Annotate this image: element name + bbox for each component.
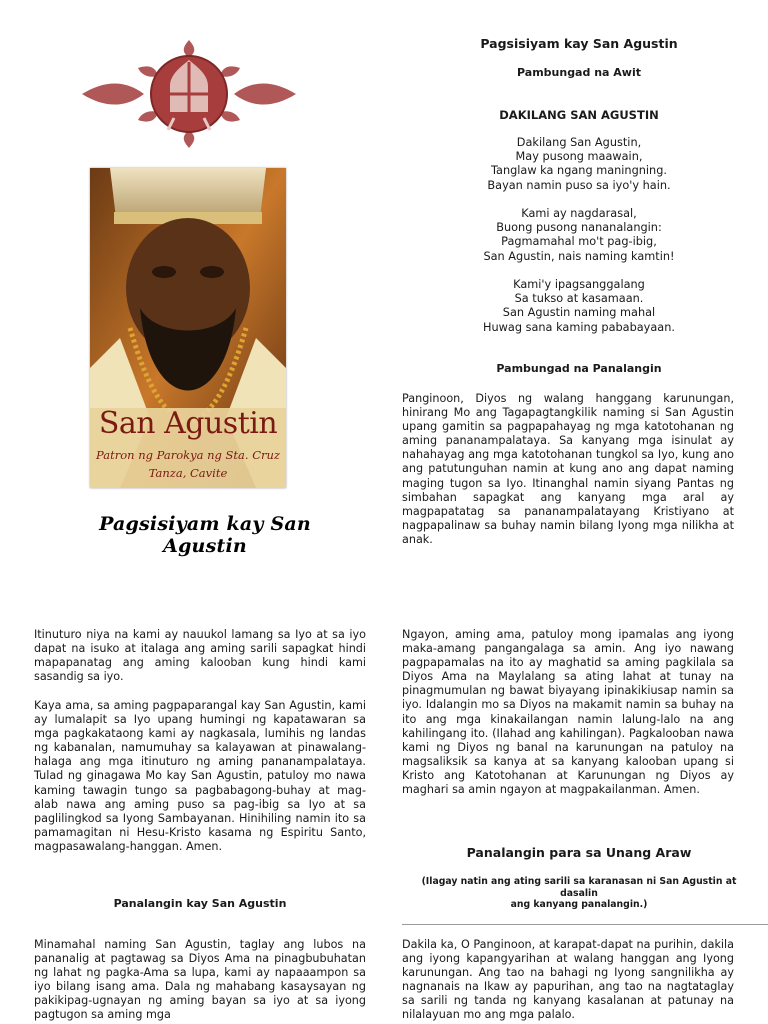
note-line: dasalin [560, 887, 598, 899]
page-title: Pagsisiyam kay San Agustin [480, 36, 678, 51]
verse-line: Sa tukso at kasamaan. [514, 292, 644, 306]
note-line: ang kanyang panalangin.) [510, 899, 648, 910]
verse-line: Kami ay nagdarasal, [521, 207, 637, 220]
instruction-note [402, 876, 756, 911]
section-heading-awit: Pambungad na Awit [517, 66, 641, 79]
verse-line: Dakilang San Agustin, [516, 136, 642, 149]
cover-title: San Agustin [98, 406, 278, 441]
cover-location: Tanza, Cavite [148, 466, 228, 480]
verse-line: Huwag sana kaming pababayaan. [483, 320, 675, 334]
section-heading-unang-araw: Panalangin para sa Unang Araw [466, 845, 692, 860]
hymn-verse-3 [402, 278, 756, 335]
body-paragraph: Kaya ama, sa aming pagpaparangal kay San Agustin, kami ay lumalapit sa Iyo upang humingi ng kapatawaran sa mga pagkakataong kami ay nagkasala, lumihis ng landas ng kabanalan, namumuhay sa kalayawan at pinawalang-halaga ang mga itinuturo ng aming pananampalataya. Tulad ng ginagawa Mo kay San Agustin, patuloy mo nawa kaming tawagin tungo sa pagbabagong-buhay at mag-alab nawa ang aming puso sa pag-ibig sa Iyo at sa paglilingkod sa Iyong Sambayanan. Hinihiling namin ito sa pamamagitan ni Hesu-Kristo kasama ng Espiritu Santo, magpasawalang-hanggan. Amen. [34, 699, 366, 853]
cover-image [90, 168, 286, 488]
body-paragraph: Dakila ka, O Panginoon, at karapat-dapat na purihin, dakila ang iyong kapangyarihan at walang hanggan ang Iyong karunungan. Ang tao na bahagi ng Iyong sangnilikha ay nagnanais na Ikaw ay papurihan, ang tao na nagtataglay sa sarili ng tanda ng kanyang kasalanan at patunay na nilalayuan mo ang mga palalo. [402, 938, 734, 1022]
hymn-verse-1 [402, 136, 756, 193]
hymn-verse-2 [402, 207, 756, 264]
cover-subtitle: Patron ng Parokya ng Sta. Cruz [96, 448, 280, 462]
body-paragraph: Itinuturo niya na kami ay nauukol lamang sa Iyo at sa iyo dapat na isuko at italaga ang aming sarili sapagkat hindi mapapanatag ang aming kalooban kung hindi kami sasandig sa iyo. [34, 628, 366, 684]
verse-line: Kami'y ipagsanggalang [513, 278, 645, 291]
divider [402, 924, 768, 925]
verse-line: San Agustin naming mahal [502, 306, 656, 320]
hymn-title: DAKILANG SAN AGUSTIN [499, 108, 659, 122]
section-heading-panalangin: Pambungad na Panalangin [496, 362, 662, 375]
opening-prayer-text: Panginoon, Diyos ng walang hanggang karunungan, hinirang Mo ang Tagapagtangkilik naming si San Agustin upang gamitin sa pagpapahayag ng mga katotohanan ng aming pananampalataya. Sa kanyang mga isinulat ay nahahayag ang mga katotohanan tungkol sa Iyo, kung ano ang patutunguhan namin at kung ano ang dapat naming maging tugon sa Iyo. Itinanghal namin siyang Pantas ng simbahan sapagkat ang kanyang mga aral ay magpapatatag sa pananampalatayang Kristiyano at nagpapalinaw sa buhay namin bilang Iyong mga nilikha at anak. [402, 392, 734, 546]
verse-line: Pagmamahal mo't pag-ibig, [501, 235, 657, 249]
verse-line: Buong pusong nananalangin: [496, 221, 662, 235]
script-title: Pagsisiyam kay San Agustin [99, 513, 311, 557]
mitre-ornament-icon [78, 38, 300, 150]
section-heading-panalangin-kay: Panalangin kay San Agustin [113, 897, 287, 910]
note-line: (Ilagay natin ang ating sarili sa karanasan ni San Agustin at [421, 876, 737, 887]
verse-line: San Agustin, nais naming kamtin! [483, 249, 675, 263]
body-paragraph: Ngayon, aming ama, patuloy mong ipamalas ang iyong maka-amang pangangalaga sa amin. Ang iyo nawang pagpapamalas na ito ay maghatid sa aming pagkilala sa Diyos Ama na Maylalang sa ating lahat at tunay na pinagmumulan ng bawat biyayang ipinakikiusap namin sa iyo. Idalangin mo sa Diyos na makamit namin sa buhay na ito ang mga kinakailangan namin lalung-lalo na ang kahilingang ito. (Ilahad ang kahilingan). Pagkalooban nawa kami ng Diyos ng banal na karunungan na patuloy na magsaliksik sa kanya at sa kanyang kalooban upang si Kristo ang Katotohanan at Karunungan ng Diyos ay maghari sa amin ngayon at magpakailanman. Amen. [402, 628, 734, 797]
verse-line: May pusong maawain, [515, 150, 643, 164]
body-paragraph: Minamahal naming San Agustin, taglay ang lubos na pananalig at pagtawag sa Diyos Ama na pinagbubuhatan ng lahat ng pagka-Ama sa lupa, kami ay napaaampon sa iyo bilang isang ama. Dala ng mahabang kasaysayan ng pakikipag-ugnayan ng aming bayan sa iyo at sa iyong pagtugon sa aming mga [34, 938, 366, 1022]
verse-line: Bayan namin puso sa iyo'y hain. [487, 178, 671, 192]
verse-line: Tanglaw ka ngang maningning. [491, 164, 667, 178]
